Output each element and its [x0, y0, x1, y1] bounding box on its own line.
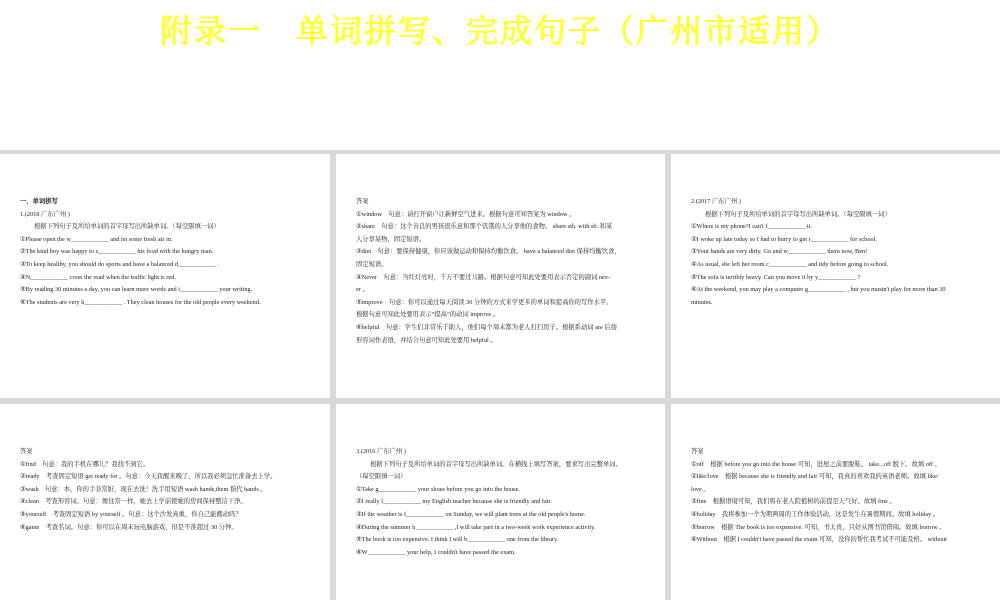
- answer-item: ⑥game 考查名词。句意：你可以在周末玩电脑游戏，但是不准超过 30 分钟。: [20, 523, 238, 531]
- slide-panel-3[interactable]: [671, 154, 1000, 398]
- question-item: ③To keep healthy, you should do sports and have a balanced d____________ .: [20, 260, 219, 268]
- question-item: ⑤The sofa is terribly heavy. Can you move it by y____________ ?: [691, 273, 861, 281]
- answer-heading: 答案: [691, 448, 704, 455]
- answer-item: ④Never 句意：当红灯亮时，千万不要过马路。根据句意可知此处要用表示否定的副词 nev-: [356, 273, 611, 281]
- answer-item: ⑥helpful 句意：学生们非常乐于助人，他们每个周末都为老人打扫房子。根据系动词 are 后接: [356, 323, 618, 331]
- answer-item: love 。: [691, 485, 710, 493]
- answer-item: ⑤borrow 根据 The book is too expensive. 可知，书太贵，只好从图书馆借阅。故填 borrow 。: [691, 523, 946, 531]
- question-source: 2.(2017 广东广州 ): [691, 198, 741, 205]
- question-item: ⑥W____________ your help, I couldn't have passed the exam.: [356, 548, 516, 556]
- instruction: 根据下列句子及所给单词的首字母写出所缺单词。（每空限填一词）: [705, 210, 891, 218]
- slide-panel-6[interactable]: [671, 404, 1000, 600]
- slide-panel-5[interactable]: [336, 404, 665, 600]
- slide-panel-2[interactable]: [336, 154, 665, 398]
- answer-item: ③fine 根据语境可知，我们将在老人院植树的前提是天气好。故填 fine 。: [691, 498, 896, 506]
- question-item: ②I woke up late today so I had to hurry to get r____________ for school.: [691, 235, 877, 243]
- question-item: ⑤The book is too expensive. I think I will b____________ one from the library.: [356, 536, 559, 544]
- answer-item: er 。: [356, 286, 369, 294]
- question-item: ④As usual, she left her room c____________ and tidy before going to school.: [691, 260, 889, 268]
- question-item: ⑥The students are very h____________ . They clean houses for the old people every weekend.: [20, 298, 261, 306]
- question-item: ③Your hands are very dirty. Go and w____________ them now, Ben!: [691, 248, 868, 256]
- question-item: ③If the weather is f____________ on Sunday, we will plant trees at the old people's home.: [356, 510, 586, 518]
- instruction: 根据下列句子及所给单词的首字母写出所缺单词。（每空限填一词）: [34, 223, 220, 231]
- answer-heading: 答案: [356, 198, 369, 205]
- slide-panel-1[interactable]: [0, 154, 330, 398]
- question-item: minutes.: [691, 298, 713, 306]
- answer-item: ④holiday 我将参加一个为期两周的工作体验活动，这是发生在暑假期间。故填 holiday 。: [691, 510, 940, 518]
- question-item: ①Please open the w____________ and let some fresh air in.: [20, 235, 173, 243]
- question-item: ⑤By reading 30 minutes a day, you can learn more words and i____________ your writing.: [20, 286, 253, 294]
- instruction: （每空限填一词）: [356, 473, 407, 481]
- question-item: ⑥At the weekend, you may play a computer g____________ , but you mustn't play for more than 30: [691, 286, 946, 294]
- slide-title: 附录一 单词拼写、完成句子（广州市适用）: [159, 12, 840, 50]
- answer-item: ⑤improve 句意：你可以通过每天阅读 30 分钟的方式来学更多的单词和提高你的写作水平。: [356, 298, 613, 306]
- answer-item: ②like/love 根据 because she is friendly and fair 可知，我真的喜欢我的英语老师。故填 like/: [691, 473, 939, 481]
- instruction: 根据下列句子及所给单词的首字母写出所缺单词。在横线上填写答案，要求写出完整单词。: [370, 460, 622, 468]
- slide-panel-4[interactable]: [0, 404, 330, 600]
- question-source: 3.(2016 广东广州 ): [356, 448, 406, 455]
- answer-item: 形容词作表语，并结合句意可知此处要用 helpful 。: [356, 336, 497, 344]
- answer-item: ①off 根据 before you go into the house 可知，进屋之前要脱鞋。 take...off 脱下。故填 off 。: [691, 460, 941, 468]
- question-item: ①Take g____________ your shoes before you go into the house.: [356, 485, 520, 493]
- question-item: ④During the summer h____________ ,I will take part in a two-week work experience activity.: [356, 523, 596, 531]
- answer-item: 固定短语。: [356, 260, 388, 268]
- answer-item: ④clean 考查形容词。句意：像往常一样，她去上学前使她的房间保持整洁干净。: [20, 498, 247, 506]
- answer-heading: 答案: [20, 448, 33, 455]
- answer-item: 根据句意可知此处要用表示“提高”的动词 improve 。: [356, 311, 500, 319]
- answer-item: ⑥Without 根据 I couldn't have passed the exam 可知，没你的帮忙我考试不可能及格。 without: [691, 536, 947, 544]
- answer-item: ③wash 句意：本，你的手非常脏，现在去洗！洗手用短语 wash hands,them 指代 hands 。: [20, 485, 267, 493]
- question-item: ④N____________ cross the road when the traffic light is red.: [20, 273, 176, 281]
- answer-item: ②share 句意：这个善良的男孩很乐意和那个饥饿的人分享他的食物。 share sth. with sb. 和某: [356, 223, 613, 231]
- question-item: ①Where is my phone?I can't f____________ it.: [691, 223, 812, 231]
- title-bar: [0, 0, 1000, 150]
- answer-item: ②ready 考查固定短语 get ready for 。句意：今天我醒来晚了，所以我必须急忙准备去上学。: [20, 473, 277, 481]
- question-item: ②The kind boy was happy to s____________ his food with the hungry man.: [20, 248, 214, 256]
- question-item: ②I really l____________ my English teacher because she is friendly and fair.: [356, 498, 552, 506]
- answer-item: ①find 句意：我的手机在哪儿？我找不到它。: [20, 460, 150, 468]
- answer-item: 人分享某物，固定短语。: [356, 235, 426, 243]
- question-source: 1.(2018 广东广州 ): [20, 210, 70, 218]
- answer-item: ①window 句意：请打开窗户让新鲜空气进来。根据句意可知答案为 window 。: [356, 210, 576, 218]
- answer-item: ③diet 句意：要保持健康，你应该做运动和保持均衡饮食。 have a balanced diet 保持均衡饮食，: [356, 248, 621, 256]
- section-heading: 一、单词拼写: [20, 198, 58, 205]
- answer-item: ⑤yourself 考查固定短语 by yourself 。句意：这个沙发真重，你自己能搬动吗？: [20, 510, 242, 518]
